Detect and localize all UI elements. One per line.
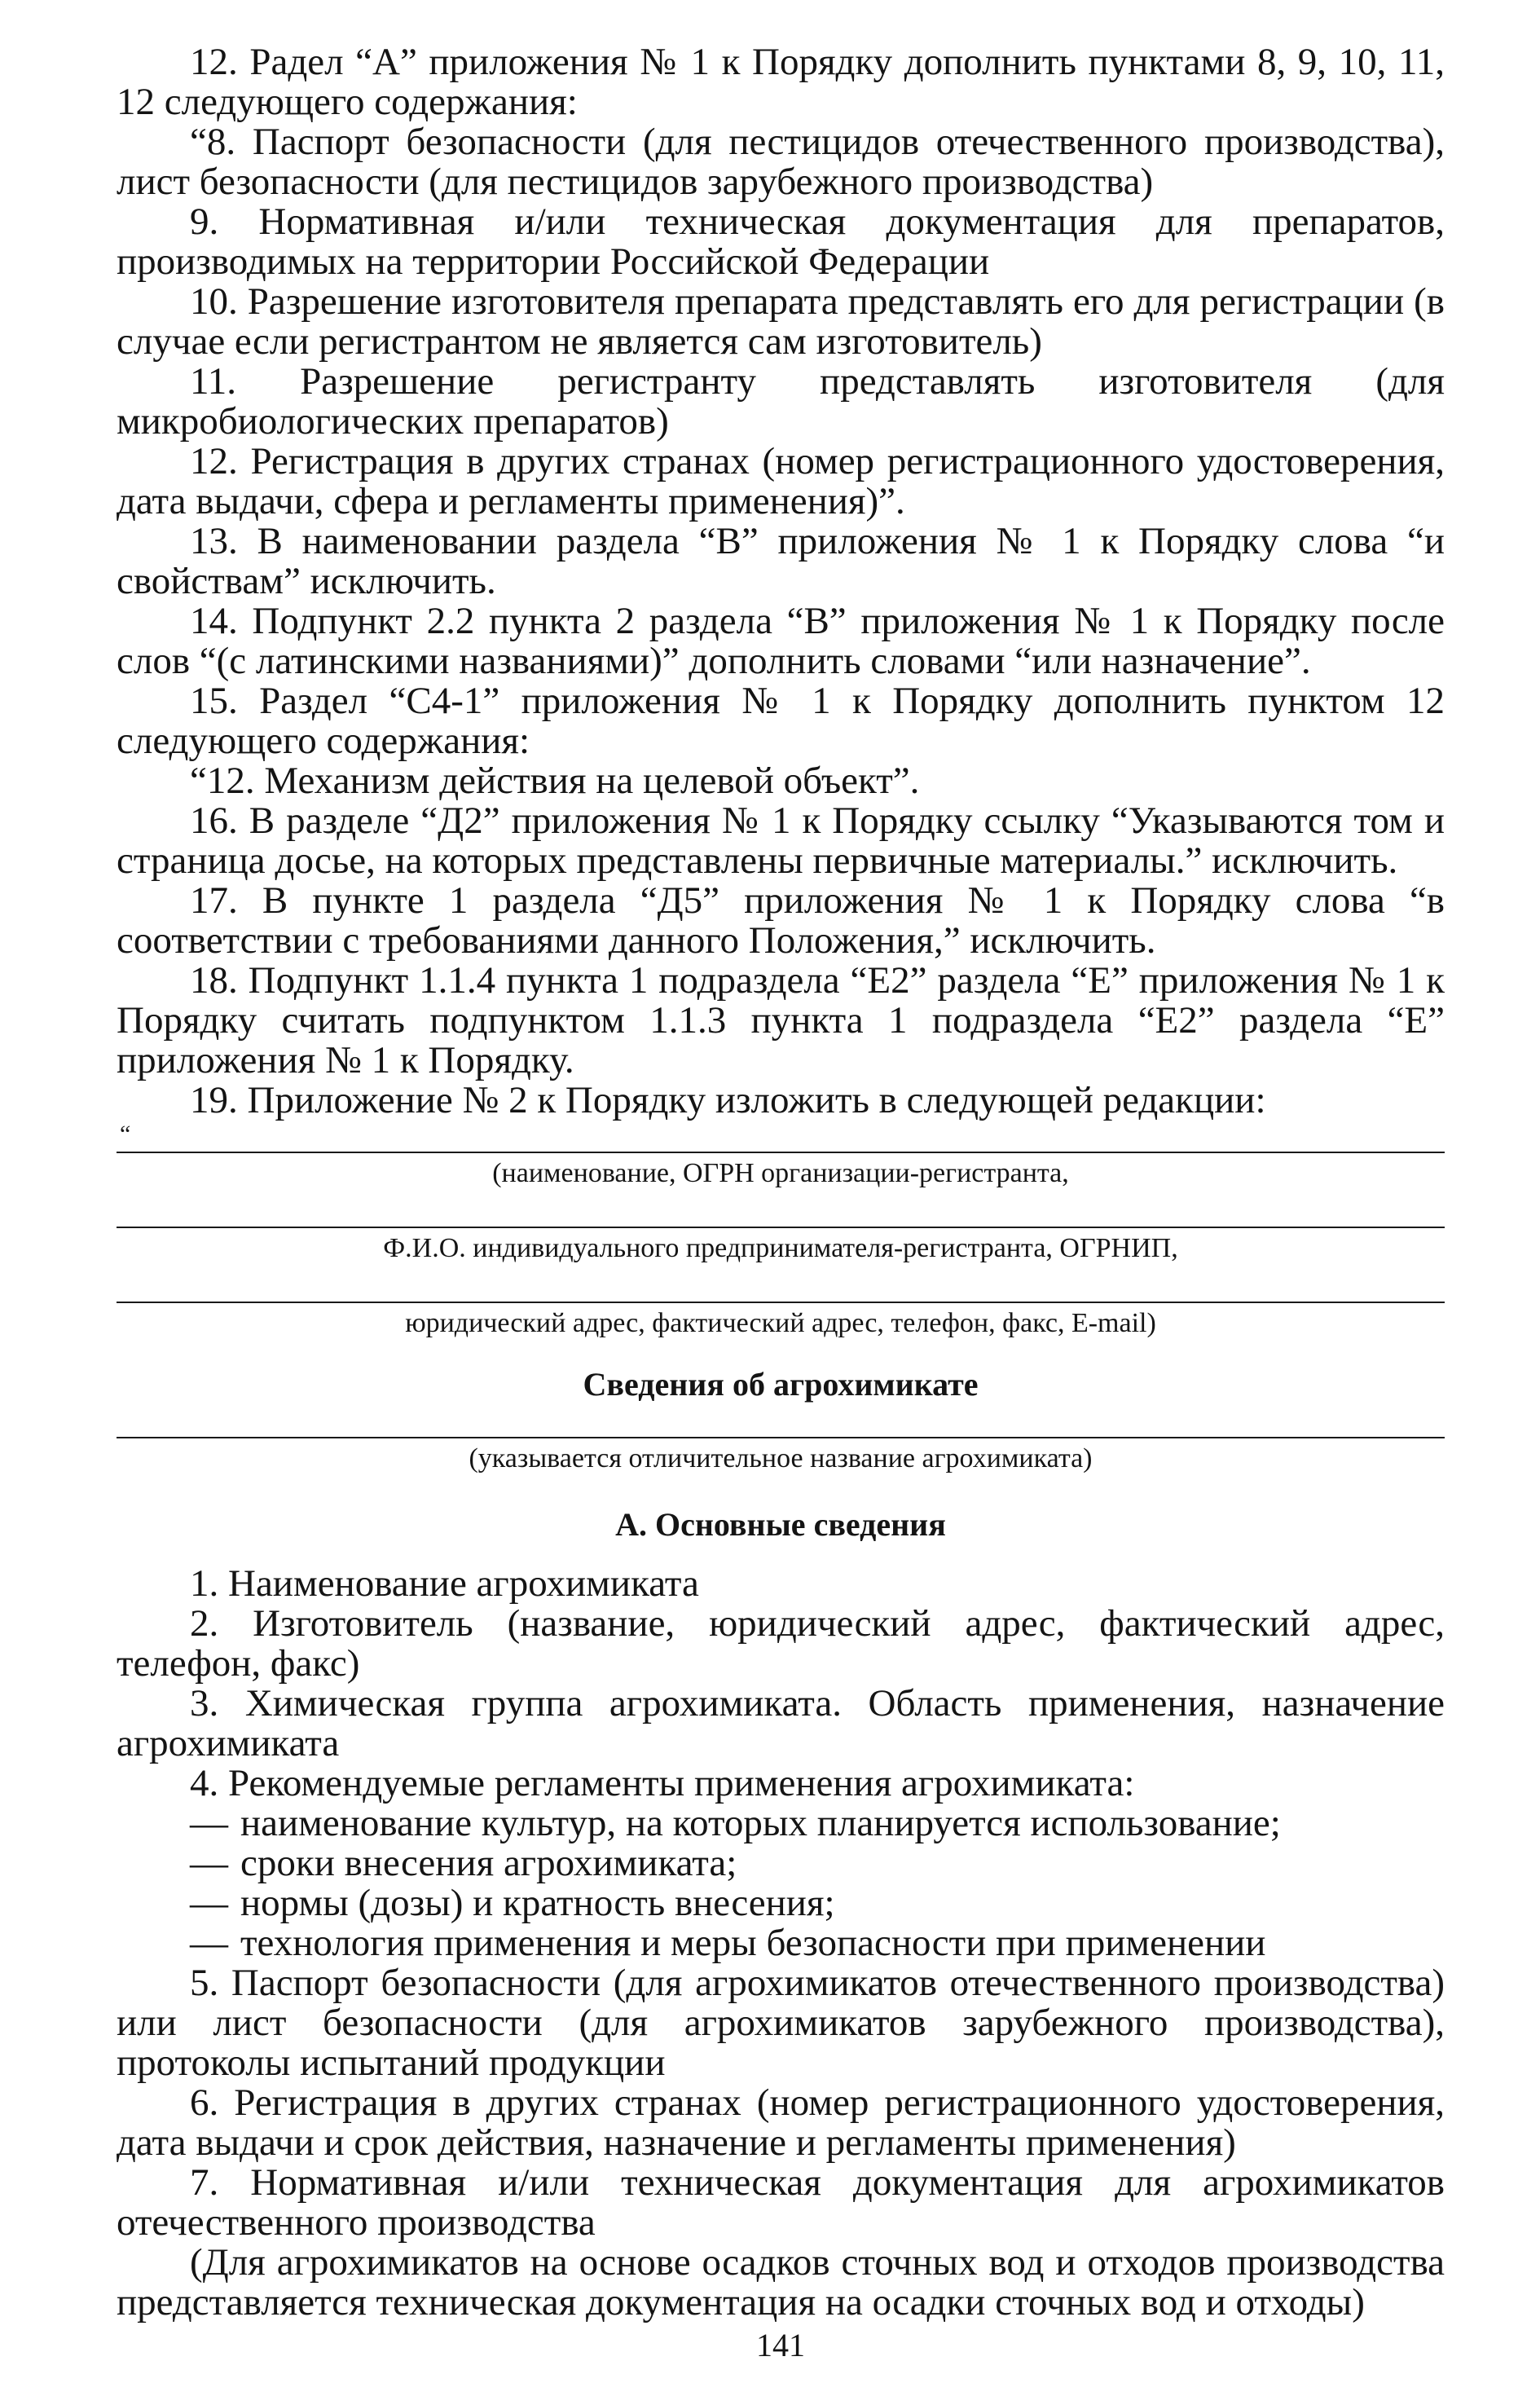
- dash-mark: —: [190, 1882, 228, 1924]
- caption-address: юридический адрес, фактический адрес, телефон, факс, E-mail): [405, 1308, 1156, 1338]
- section-a-item-6: 6. Регистрация в других странах (номер регистрационного удостоверения, дата выдачи и срок действия, назначение и регламенты применения): [117, 2081, 1445, 2164]
- section-a-subitem-crops: [117, 1804, 1445, 1843]
- amendment-16: 16. В разделе “Д2” приложения № 1 к Порядку ссылку “Указываются том и страница досье, на которых представлены первичные материалы.” исключить.: [117, 799, 1445, 882]
- fill-line-agrochemical-name: [117, 1437, 1445, 1438]
- subitem-text: технология применения и меры безопасности при применении: [240, 1922, 1266, 1964]
- section-a-item-7: 7. Нормативная и/или техническая документация для агрохимикатов отечественного производства: [117, 2161, 1445, 2244]
- section-a-item-4: 4. Рекомендуемые регламенты применения агрохимиката:: [190, 1762, 1135, 1804]
- section-a-subitem-doses: [117, 1883, 1445, 1923]
- section-a-item-1: 1. Наименование агрохимиката: [190, 1562, 699, 1605]
- amendment-item-10: 10. Разрешение изготовителя препарата представлять его для регистрации (в случае если регистрантом не является сам изготовитель): [117, 280, 1445, 363]
- dash-mark: —: [190, 1842, 228, 1884]
- caption-entrepreneur: Ф.И.О. индивидуального предпринимателя-регистранта, ОГРНИП,: [383, 1233, 1178, 1263]
- section-a-subitem-technology: [117, 1923, 1445, 1963]
- fill-line-entrepreneur: [117, 1227, 1445, 1228]
- dash-mark: —: [190, 1802, 228, 1844]
- amendment-item-9: 9. Нормативная и/или техническая документация для препаратов, производимых на территории Российской Федерации: [117, 200, 1445, 283]
- page-number: 141: [756, 2327, 805, 2363]
- subitem-text: наименование культур, на которых планируется использование;: [240, 1802, 1281, 1844]
- amendment-15-item-12: “12. Механизм действия на целевой объект”.: [190, 760, 920, 802]
- section-a-item-2: 2. Изготовитель (название, юридический адрес, фактический адрес, телефон, факс): [117, 1602, 1445, 1685]
- section-a-item-5: 5. Паспорт безопасности (для агрохимикатов отечественного производства) или лист безопасности (для агрохимикатов зарубежного производства), протоколы испытаний продукции: [117, 1962, 1445, 2084]
- document-page: [117, 42, 1445, 2398]
- caption-agrochemical-name: (указывается отличительное название агрохимиката): [469, 1443, 1093, 1473]
- subitem-text: нормы (дозы) и кратность внесения;: [240, 1882, 835, 1924]
- subitem-text: сроки внесения агрохимиката;: [240, 1842, 737, 1884]
- amendment-14: 14. Подпункт 2.2 пункта 2 раздела “В” приложения № 1 к Порядку после слов “(с латинскими названиями)” дополнить словами “или назначение”.: [117, 600, 1445, 682]
- amendment-17: 17. В пункте 1 раздела “Д5” приложения № 1 к Порядку слова “в соответствии с требованиями данного Положения,” исключить.: [117, 879, 1445, 962]
- section-a-subitem-timing: [117, 1843, 1445, 1883]
- amendment-item-12: 12. Регистрация в других странах (номер регистрационного удостоверения, дата выдачи, сфера и регламенты применения)”.: [117, 440, 1445, 522]
- amendment-19: 19. Приложение № 2 к Порядку изложить в следующей редакции:: [190, 1079, 1266, 1121]
- amendment-12: 12. Радел “А” приложения № 1 к Порядку дополнить пунктами 8, 9, 10, 11, 12 следующего содержания:: [117, 41, 1445, 123]
- amendment-item-11: 11. Разрешение регистранту представлять изготовителя (для микробиологических препаратов): [117, 360, 1445, 443]
- section-a-note: (Для агрохимикатов на основе осадков сточных вод и отходов производства представляется техническая документация на осадки сточных вод и отходы): [117, 2241, 1445, 2324]
- amendment-15: 15. Раздел “С4-1” приложения № 1 к Порядку дополнить пунктом 12 следующего содержания:: [117, 680, 1445, 762]
- form-title: Сведения об агрохимикате: [583, 1366, 979, 1403]
- section-a-item-3: 3. Химическая группа агрохимиката. Область применения, назначение агрохимиката: [117, 1682, 1445, 1764]
- fill-line-registrant-name: [117, 1152, 1445, 1153]
- amendment-13: 13. В наименовании раздела “В” приложения № 1 к Порядку слова “и свойствам” исключить.: [117, 520, 1445, 602]
- caption-registrant-name: (наименование, ОГРН организации-регистранта,: [492, 1158, 1069, 1188]
- amendment-item-8: “8. Паспорт безопасности (для пестицидов отечественного производства), лист безопасности (для пестицидов зарубежного производства): [117, 121, 1445, 203]
- open-quote-mark: “: [120, 1121, 131, 1147]
- fill-line-address: [117, 1302, 1445, 1303]
- amendment-18: 18. Подпункт 1.1.4 пункта 1 подраздела “Е2” раздела “Е” приложения № 1 к Порядку считать подпунктом 1.1.3 пункта 1 подраздела “Е2” раздела “Е” приложения № 1 к Порядку.: [117, 959, 1445, 1081]
- dash-mark: —: [190, 1922, 228, 1964]
- section-a-title: А. Основные сведения: [615, 1506, 946, 1543]
